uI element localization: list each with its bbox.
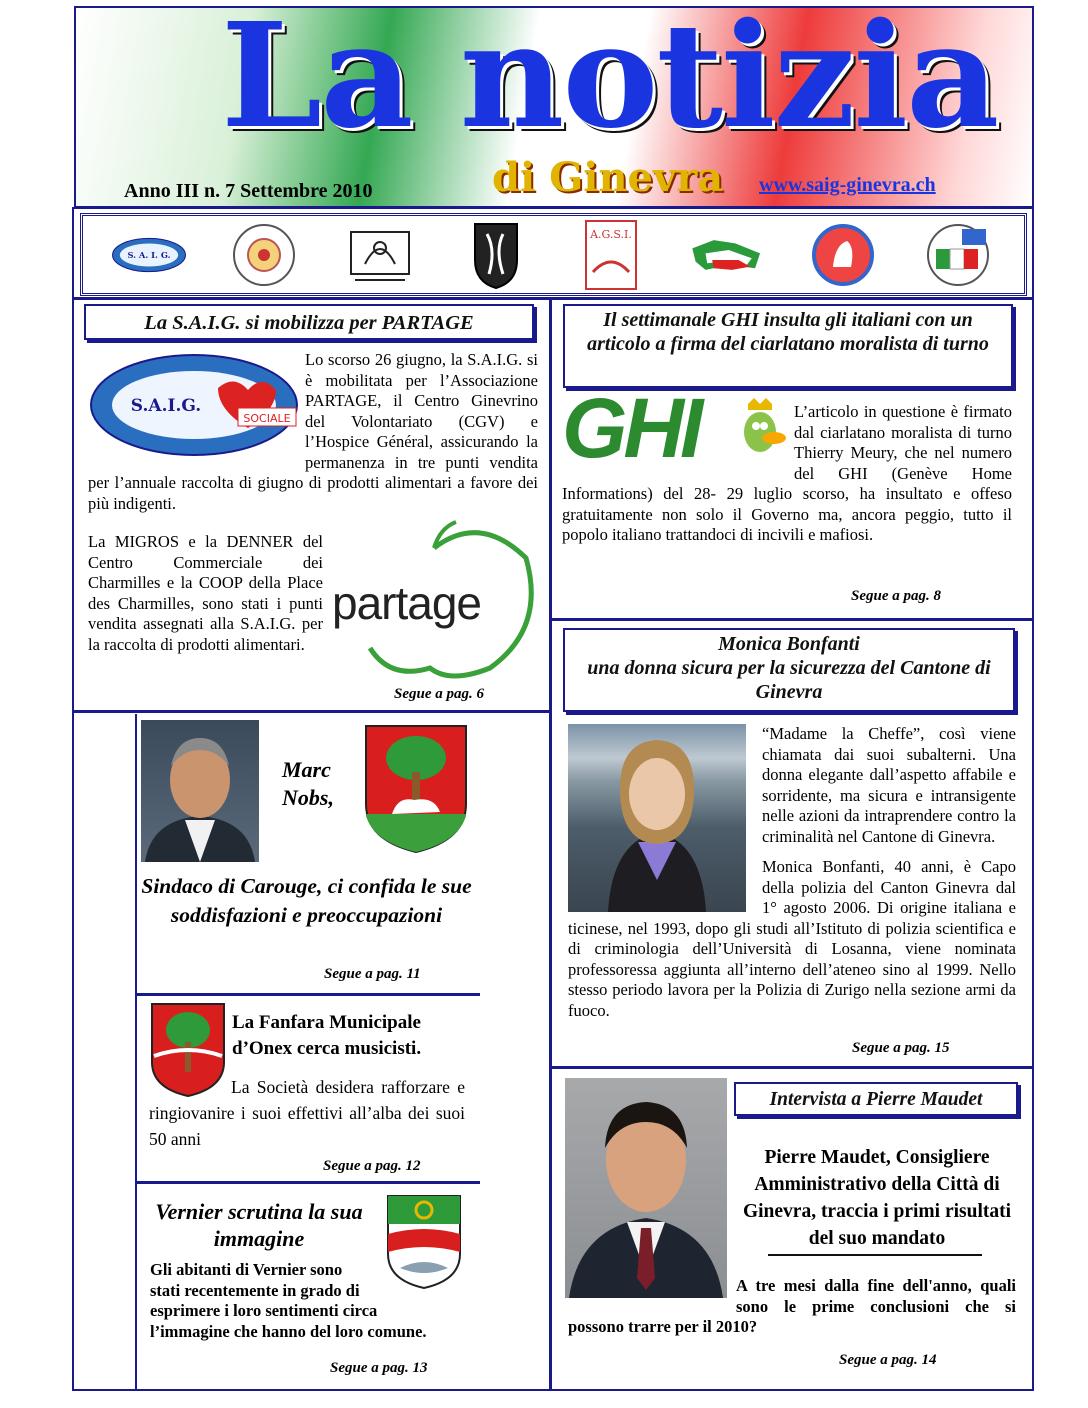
bonfanti-heading xyxy=(563,628,1015,712)
fanfara-bottom-divider xyxy=(137,1181,480,1184)
partage-para-2: La MIGROS e la DENNER del Centro Commerciale dei Charmilles e la COOP della Place des Charmilles, sono stati i punti vendita assegnati alla S.A.I.G. per la raccolta di prodotti alimentari. xyxy=(88,532,323,654)
svg-text:A.G.S.I.: A.G.S.I. xyxy=(590,227,633,241)
partage-bottom-divider xyxy=(74,710,550,713)
column-divider xyxy=(549,300,552,1390)
website-link[interactable]: www.saig-ginevra.ch xyxy=(759,174,936,196)
maudet-segue: Segue a pag. 14 xyxy=(839,1352,937,1368)
fanfara-segue: Segue a pag. 12 xyxy=(323,1158,421,1174)
issue-info: Anno III n. 7 Settembre 2010 xyxy=(124,180,373,202)
maudet-rule xyxy=(768,1254,982,1256)
nobs-subtitle: Sindaco di Carouge, ci confida le sue soddisfazioni e preoccupazioni xyxy=(141,874,472,927)
agsi-logo-icon xyxy=(573,221,649,289)
saig-logo-icon xyxy=(111,221,187,289)
maudet-heading: Intervista a Pierre Maudet xyxy=(734,1082,1018,1116)
partage-heading: La S.A.I.G. si mobilizza per PARTAGE xyxy=(84,304,534,340)
svg-text:S. A. I. G.: S. A. I. G. xyxy=(127,249,171,260)
bonfanti-segue: Segue a pag. 15 xyxy=(852,1040,950,1056)
nobs-photo xyxy=(141,720,259,862)
masthead xyxy=(74,6,1034,208)
partage-logo xyxy=(330,518,538,680)
fanfara-title: La Fanfara Municipale d’Onex cerca musicisti. xyxy=(232,1012,422,1059)
partage-logo-text: partage xyxy=(332,577,482,629)
nobs-name-line1: Marc xyxy=(282,757,331,782)
red-lion-emblem-icon xyxy=(805,221,881,289)
logo-strip-divider xyxy=(74,297,1032,300)
svg-text:S.A.I.G.: S.A.I.G. xyxy=(130,396,202,416)
vernier-title: Vernier scrutina la sua immagine xyxy=(155,1199,363,1251)
newspaper-subtitle: di Ginevra xyxy=(492,154,724,201)
maudet-photo xyxy=(565,1078,727,1298)
ghi-segue: Segue a pag. 8 xyxy=(851,588,941,604)
vernier-segue: Segue a pag. 13 xyxy=(330,1360,428,1376)
bonfanti-para-2: Monica Bonfanti, 40 anni, è Capo della polizia del Canton Ginevra dal 1° agosto 2006. Di origine italiana e ticinese, nel 1993, dopo gli studi all’Istituto di polizia scientifica e di criminologia dell’Università di Losanna, viene nominata professoressa aggiunta all’interno dell’ateneo sino al 1999. Nello stesso periodo lavora per la Polizia di Zurigo nella sezione armi da fuoco. xyxy=(568,857,1016,1020)
nobs-name-line2: Nobs, xyxy=(282,785,334,810)
bonfanti-heading-line1: Monica Bonfanti xyxy=(718,633,860,655)
svg-text:SOCIALE: SOCIALE xyxy=(243,412,291,425)
association-logos-strip xyxy=(80,213,1027,296)
nobs-bottom-divider xyxy=(137,993,480,996)
nobs-name xyxy=(282,756,334,812)
maudet-subtitle: Pierre Maudet, Consigliere Amministrativo della Città di Ginevra, traccia i primi risultati del suo mandato xyxy=(742,1147,1012,1249)
fanfara-body: La Società desidera rafforzare e ringiovanire i suoi effettivi all’alba dei suoi 50 anni xyxy=(149,1077,465,1149)
vernier-body: Gli abitanti di Vernier sono stati recentemente in grado di esprimere i loro sentimenti circa l’immagine che hanno del loro comune. xyxy=(150,1260,427,1341)
bonfanti-heading-line2: una donna sicura per la sicurezza del Cantone di Ginevra xyxy=(587,657,991,703)
bonfanti-body xyxy=(568,724,1016,1048)
left-margin-divider xyxy=(135,714,137,1390)
carouge-coat-of-arms xyxy=(364,724,468,854)
association-round-emblem-icon xyxy=(226,221,302,289)
nobs-segue: Segue a pag. 11 xyxy=(324,966,421,982)
black-white-crest-icon xyxy=(458,221,534,289)
bonfanti-para-1: “Madame la Cheffe”, così viene chiamata dai suoi subalterni. Una donna elegante dall’aspetto affabile e sorridente, ma sicura e intransigente nelle azioni da intraprendere contro la criminalità nel Cantone di Ginevra. xyxy=(762,724,1016,846)
italy-map-emblem-icon xyxy=(689,221,765,289)
ghi-body: L’articolo in questione è firmato dal ciarlatano moralista di turno Thierry Meury, che nel numero del GHI (Genève Home Informations) del 28- 29 luglio scorso, ha insultato e offeso gratuitamente non solo il Governo ma, ancora peggio, tutto il popolo italiano trattandoci di incivili e mafiosi. xyxy=(562,402,1012,544)
partage-para-1: Lo scorso 26 giugno, la S.A.I.G. si è mobilitata per l’Associazione PARTAGE, il Centro Ginevrino del Volontariato (CGV) e l’Hospice Général, assicurando la permanenza in tre punti vendita per l’annuale raccolta di giugno di prodotti alimentari a favore dei più indigenti. xyxy=(88,350,538,513)
bonfanti-bottom-divider xyxy=(552,1066,1032,1069)
ghi-logo-text: GHI xyxy=(562,381,700,475)
dante-alighieri-emblem-icon xyxy=(342,221,418,289)
maudet-question: A tre mesi dalla fine dell'anno, quali sono le prime conclusioni che si possono trarre per il 2010? xyxy=(568,1276,1016,1336)
ghi-bottom-divider xyxy=(552,618,1032,621)
newspaper-title: La notizia xyxy=(221,6,998,160)
ghi-heading: Il settimanale GHI insulta gli italiani con un articolo a firma del ciarlatano moralista di turno xyxy=(563,304,1013,388)
multi-crest-emblem-icon xyxy=(920,221,996,289)
partage-segue: Segue a pag. 6 xyxy=(394,686,484,702)
